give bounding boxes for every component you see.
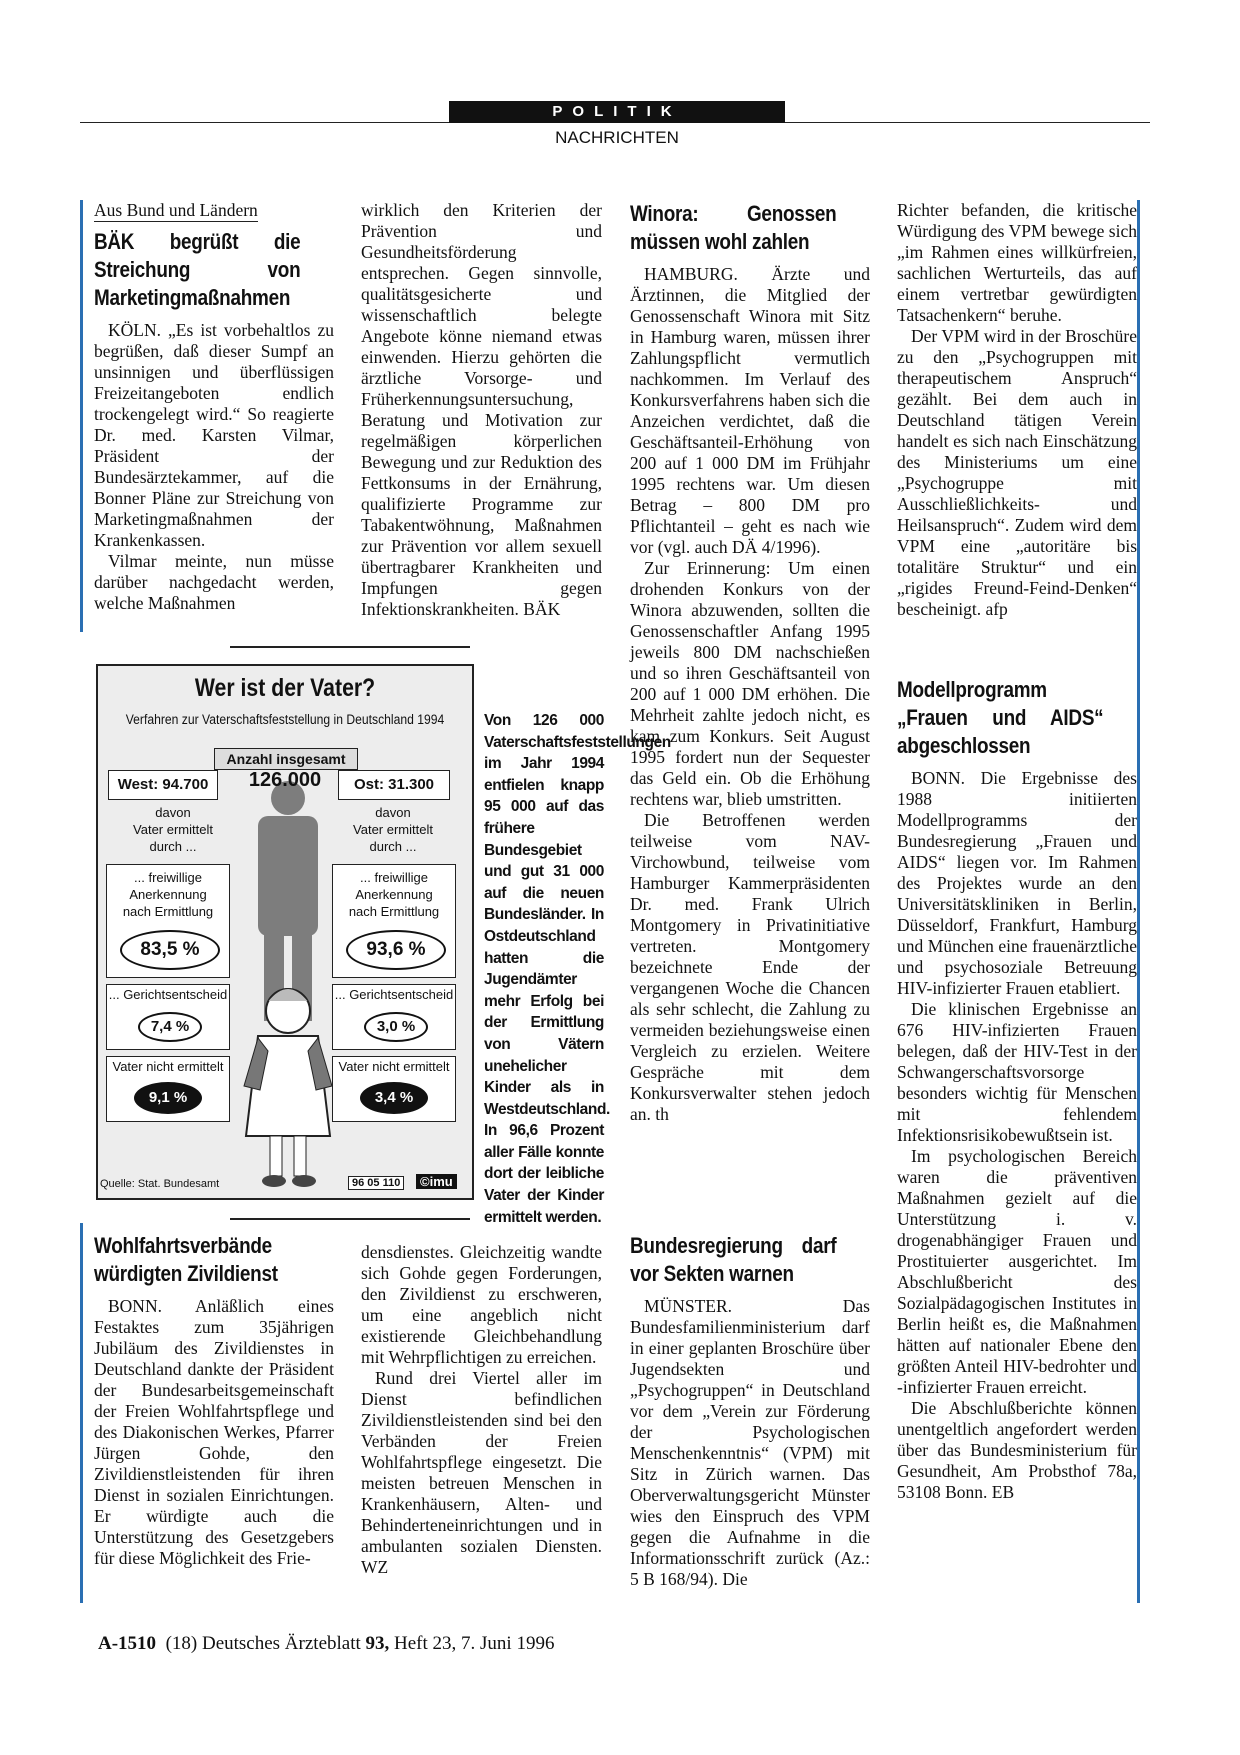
volume: 93,: [365, 1633, 390, 1654]
paragraph: Die klinischen Ergebnisse an 676 HIV-infizierten Frauen belegen, daß der HIV-Test in der Schwangerschaftsvorsorge besonders wichtig für Menschen mit fehlendem Infektionsrisikobewußtsein ist.: [897, 999, 1137, 1145]
issue-prefix: (18) Deutsches Ärzteblatt: [165, 1633, 361, 1654]
paragraph: HAMBURG. Ärzte und Ärztinnen, die Mitglied der Genossenschaft Winora mit Sitz in Hamburg waren, müssen ihrer Zahlungspflicht vermutlich nachkommen. Im Verlauf des Konkursverfahrens haben sich die Anzeichen verdichtet, daß die Geschäftsanteil-Erhöhung von 200 auf 1 000 DM im Frühjahr 1995 rechtens war. Um diesen Betrag – 800 DM pro Pflichtanteil – geht es nach wie vor (vgl. auch DÄ 4/1996).: [630, 264, 870, 557]
paragraph: Der VPM wird in der Broschüre zu den „Psychogruppen mit therapeutischem Anspruch“ gezählt. Bei dem auch in Deutschland tätigen Verein handelt es sich nach Einschätzung des Ministeriums um eine „Psychogruppe mit Ausschließlichkeits- und Heilsanspruch“. Zudem wird dem VPM eine „autoritäre bis totalitäre Struktur“ und ein „rigides Freund-Feind-Denken“ bescheinigt. afp: [897, 326, 1137, 619]
headline: Wohlfahrtsverbände würdigten Zivildienst: [94, 1233, 278, 1286]
page-footer: [98, 1633, 554, 1655]
chart-code: 96 05 110: [348, 1176, 404, 1190]
headline: BÄK begrüßt die Streichung von Marketingmaßnahmen: [94, 229, 301, 310]
accent-bar: [80, 1223, 83, 1603]
paragraph: Zur Erinnerung: Um einen drohenden Konkurs von der Winora abzuwenden, sollten die Genossenschaftler Anfang 1995 jeweils 800 DM nachschießen und so ihren Geschäftsanteil von 200 auf 1 000 DM erhöhen. Die Mehrheit zahlte jedoch nicht, es kam zum Konkurs. Seit August 1995 fordert nun der Sequester das Geld ein. Ob die Erhöhung rechtens war, blieb umstritten.: [630, 558, 870, 809]
east-gericht-value: 3,0 %: [364, 1012, 428, 1042]
accent-bar: [80, 200, 83, 632]
accent-bar: [1137, 200, 1140, 1603]
east-freiwillig-value: 93,6 %: [346, 930, 446, 970]
separator-rule: [230, 646, 470, 648]
west-freiwillig-value: 83,5 %: [120, 930, 220, 970]
paragraph: BONN. Anläßlich eines Festaktes zum 35jährigen Jubiläum des Zivildienstes in Deutschland dankte der Präsident der Bundesarbeitsgemeinschaft der Freien Wohlfahrtspflege und des Diakonischen Werkes, Pfarrer Jürgen Gohde, den Zivildienstleistenden für ihren Dienst in sozialen Einrichtungen. Er würdigte auch die Unterstützung des Gesetzgebers für diese Möglichkeit des Frie-: [94, 1296, 334, 1568]
east-nicht-value: 3,4 %: [360, 1082, 428, 1114]
vaterschaft-chart: [96, 664, 474, 1200]
paragraph: Im psychologischen Bereich waren die präventiven Maßnahmen gezielt auf die Unterstützung i. v. drogenabhängiger Frauen und Prostituierter ausgerichtet. Im Abschlußbericht des Sozialpädagogischen Institutes in Berlin heißt es, die Maßnahmen hätten auf nationaler Ebene den größten Anteil HIV-bedrohter und -infizierter Frauen erreicht.: [897, 1146, 1137, 1397]
father-silhouette: [258, 781, 318, 1021]
east-freiwillig-box: ... freiwillige Anerkennung nach Ermittlung: [332, 864, 456, 978]
west-nicht-box: Vater nicht ermittelt: [106, 1056, 230, 1122]
paragraph: Die Betroffenen werden teilweise vom NAV-Virchowbund, teilweise vom Hamburger Kammerpräsidenten Dr. med. Frank Ulrich Montgomery in Privatinitiative vertreten. Montgomery bezeichnete Ende der vergangenen Woche die Chancen als sehr schlecht, die Zahlung zu vermeiden beziehungsweise einen Vergleich zu erzielen. Weitere Gespräche mit dem Konkursverwalter stehen jedoch an. th: [630, 810, 870, 1124]
west-freiwillig-box: ... freiwillige Anerkennung nach Ermittlung: [106, 864, 230, 978]
issue-suffix: Heft 23, 7. Juni 1996: [394, 1633, 555, 1654]
article-zivildienst-continued: [361, 1242, 602, 1578]
article-winora: [630, 200, 870, 1125]
east-nicht-box: Vater nicht ermittelt: [332, 1056, 456, 1122]
east-gericht-box: ... Gerichtsentscheid: [332, 984, 456, 1050]
paragraph: KÖLN. „Es ist vorbehaltlos zu begrüßen, daß dieser Sumpf an unsinnigen und überflüssigen Freizeitangeboten endlich trockengelegt wird.“ So reagierte Dr. med. Karsten Vilmar, Präsident der Bundesärztekammer, auf die Bonner Pläne zur Streichung von Marketingmaßnahmen der Krankenkassen.: [94, 320, 334, 550]
east-intro: davon Vater ermittelt durch ...: [353, 805, 433, 854]
west-label: West: 94.700: [108, 770, 218, 800]
article-bak: [94, 200, 334, 614]
chart-caption: Von 126 000 Vaterschaftsfeststellungen im Jahr 1994 entfielen knapp 95 000 auf das frühere Bundesgebiet und gut 31 000 auf die neuen Bundesländer. In Ostdeutschland hatten die Jugendämter mehr Erfolg bei der Ermittlung von Vätern unehelicher Kinder als in Westdeutschland. In 96,6 Prozent aller Fälle konnte dort der leibliche Vater der Kinder ermittelt werden.: [484, 712, 671, 1226]
paragraph: BONN. Die Ergebnisse des 1988 initiierten Modellprogramms der Bundesregierung „Frauen und AIDS“ liegen vor. Im Rahmen des Projektes wurde an den Universitätskliniken in Berlin, Düsseldorf, Frankfurt, Hamburg und München eine frauenärztliche und psychosoziale Betreuung HIV-infizierter Frauen etabliert.: [897, 768, 1137, 998]
west-nicht-value: 9,1 %: [134, 1082, 202, 1114]
headline: Modellprogramm „Frauen und AIDS“ abgeschlossen: [897, 677, 1104, 758]
chart-title: Wer ist der Vater?: [194, 674, 376, 702]
west-gericht-box: ... Gerichtsentscheid: [106, 984, 230, 1050]
paragraph: Vilmar meinte, nun müsse darüber nachgedacht werden, welche Maßnahmen: [94, 551, 334, 613]
article-zivildienst: [94, 1232, 334, 1569]
article-bak-continued: [361, 200, 602, 620]
child-figure: [244, 989, 332, 1188]
paragraph: wirklich den Kriterien der Prävention und Gesundheitsförderung entsprechen. Gegen sinnvolle, qualitätsgesicherte und wissenschaftlich belegte Angebote könne niemand etwas einwenden. Hierzu gehörten die ärztliche Vorsorge- und Früherkennungsuntersuchung, Beratung und Motivation zur regelmäßigen körperlichen Bewegung und zur Reduktion des Fettkonsums in der Ernährung, qualifizierte Programme zur Tabakentwöhnung, Maßnahmen zur Prävention vor allem sexuell übertragbarer Krankheiten und Impfungen gegen Infektionskrankheiten. BÄK: [361, 200, 602, 619]
article-aids: [897, 676, 1137, 1503]
separator-rule: [230, 1218, 470, 1220]
west-gericht-value: 7,4 %: [138, 1012, 202, 1042]
subsection-label: NACHRICHTEN: [555, 128, 679, 147]
paragraph: densdienstes. Gleichzeitig wandte sich Gohde gegen Forderungen, den Zivildienst zu erschweren, um eine angeblich nicht existierende Gleichbehandlung mit Wehrpflichtigen zu erreichen.: [361, 1242, 602, 1367]
page-number: A-1510: [98, 1633, 157, 1654]
chart-source: Quelle: Stat. Bundesamt: [100, 1178, 220, 1190]
east-label: Ost: 31.300: [338, 770, 450, 800]
section-bar: POLITIK: [449, 101, 785, 123]
article-sekten-continued: [897, 200, 1137, 620]
total-value: 126.000: [248, 769, 322, 791]
article-sekten: [630, 1232, 870, 1590]
chart-subtitle: Verfahren zur Vaterschaftsfeststellung in Deutschland 1994: [125, 712, 445, 727]
headline: Winora: Genossen müssen wohl zahlen: [630, 201, 837, 254]
paragraph: Rund drei Viertel aller im Dienst befindlichen Zivildienstleistenden sind bei den Verbänden der Freien Wohlfahrtspflege eingesetzt. Die meisten betreuen Menschen in Krankenhäusern, Alten- und Behinderteneinrichtungen und in ambulanten sozialen Diensten. WZ: [361, 1368, 602, 1577]
total-label: Anzahl insgesamt: [214, 748, 358, 770]
paragraph: Die Abschlußberichte können unentgeltlich angefordert werden über das Bundesministerium für Gesundheit, Am Probsthof 78a, 53108 Bonn. EB: [897, 1398, 1137, 1502]
chart-brand: ©imu: [416, 1174, 457, 1189]
paragraph: MÜNSTER. Das Bundesfamilienministerium darf in einer geplanten Broschüre über Jugendsekten und „Psychogruppen“ in Deutschland vor dem „Verein zur Förderung der Psychologischen Menschenkenntnis“ (VPM) mit Sitz in Zürich warnen. Das Oberverwaltungsgericht Münster wies den Einspruch des VPM gegen die Aufnahme in die Informationsschrift zurück (Az.: 5 B 168/94). Die: [630, 1296, 870, 1589]
paragraph: Richter befanden, die kritische Würdigung des VPM bewege sich „im Rahmen eines willkürfreien, sachlichen Werturteils, das auf einem vertretbar gewürdigten Tatsachenkern“ beruhe.: [897, 200, 1137, 325]
west-intro: davon Vater ermittelt durch ...: [133, 805, 213, 854]
headline: Bundesregierung darf vor Sekten warnen: [630, 1233, 837, 1286]
kicker: Aus Bund und Ländern: [94, 200, 258, 220]
